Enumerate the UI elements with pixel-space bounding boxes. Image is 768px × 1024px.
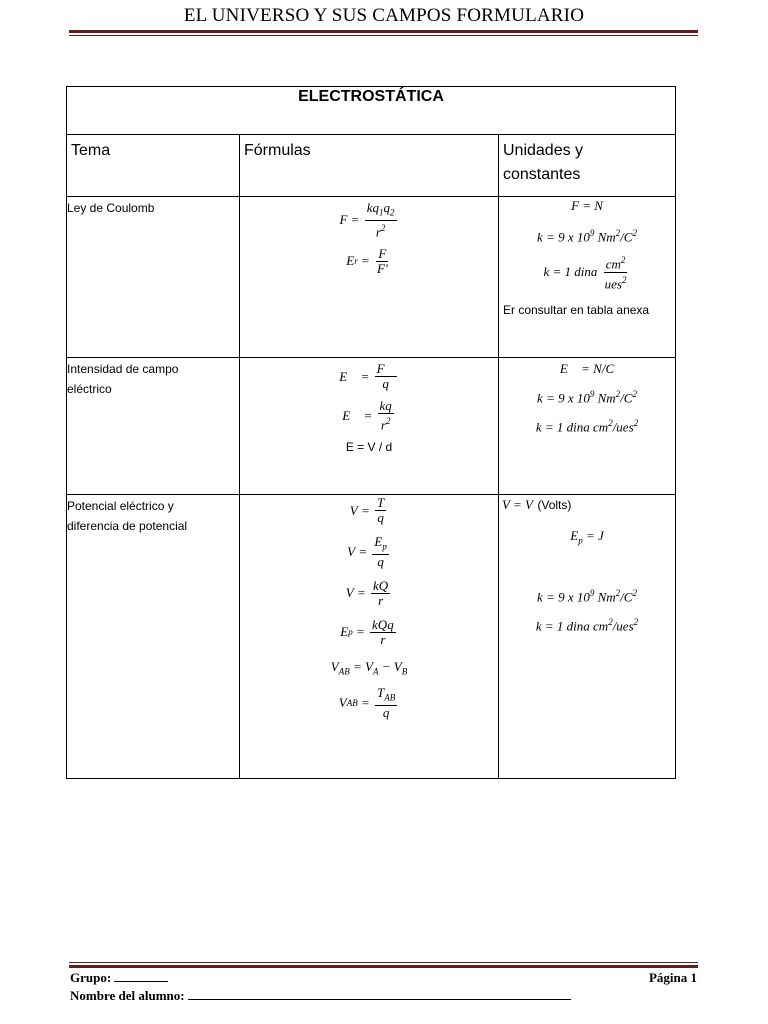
unit-coulomb-k2: k = 1 dina $\frac{cm^2}{ues^2}$ xyxy=(543,255,627,291)
nombre-label: Nombre del alumno: xyxy=(70,988,185,1003)
formula-e-v-d: E = V / d xyxy=(345,440,393,455)
unit-coulomb-f: F = N xyxy=(571,198,603,213)
formula-v-kq-r: V = $\frac{kQ}{r}$ xyxy=(345,577,389,608)
footer-rule-thin xyxy=(69,962,698,963)
formula-vab-t-q: V AB = $\frac{T_{AB}}{q}$ xyxy=(338,685,396,720)
units-potencial xyxy=(499,495,676,779)
grupo-field xyxy=(70,970,168,986)
units-coulomb xyxy=(499,197,676,358)
formula-v-ep-q: V = $\frac{E_p}{q}$ xyxy=(347,534,387,569)
footer-line1 xyxy=(70,970,697,986)
formulas-coulomb xyxy=(240,197,499,358)
unit-potencial-k1: k = 9 x $10^9$ $Nm^2/C^2$ xyxy=(537,587,637,604)
unidades-line2: constantes xyxy=(503,166,581,183)
unit-e-nc: E⃗ = N/C xyxy=(559,361,615,376)
header-rule xyxy=(69,30,698,33)
topic-coulomb: Ley de Coulomb xyxy=(67,197,240,358)
formula-coulomb-er: E r = $\frac{F}{F'}$ xyxy=(346,245,388,276)
formulas-intensidad xyxy=(240,358,499,495)
footer-line2 xyxy=(70,988,697,1004)
topic-potencial xyxy=(67,495,240,779)
grupo-label: Grupo: xyxy=(70,970,112,985)
grupo-blank xyxy=(114,970,168,982)
topic-potencial-line1: Potencial eléctrico y xyxy=(67,499,174,513)
topic-intensidad-line2: eléctrico xyxy=(67,382,112,396)
footer-rule xyxy=(69,965,698,968)
page-number: Página 1 xyxy=(648,970,697,985)
formula-v-t-q: V = $\frac{T}{q}$ xyxy=(349,495,385,525)
table-title: ELECTROSTÁTICA xyxy=(67,87,676,135)
column-header-unidades xyxy=(499,135,676,197)
unit-ep-j: $E_p = J$ xyxy=(570,528,604,546)
formulas-potencial xyxy=(240,495,499,779)
formula-table xyxy=(66,86,676,779)
formula-ep-kqq-r: E p = $\frac{\text{kQq}}{r}$ xyxy=(340,616,394,647)
unit-intensidad-k2: k = 1 dina $cm^2/ues^2$ xyxy=(535,418,639,435)
formula-coulomb-force: F = $\frac{kq_1q_2}{r^2}$ xyxy=(339,200,395,239)
nombre-blank xyxy=(188,988,571,1000)
unit-v-volts: V = V (Volts) xyxy=(502,497,572,512)
formula-e-f-q: E⃗ = $\frac{F⃗}{q}$ xyxy=(339,361,395,391)
header-rule-thin xyxy=(69,35,698,36)
topic-potencial-line2: diferencia de potencial xyxy=(67,519,188,533)
unidades-line1: Unidades y xyxy=(503,142,584,159)
unit-coulomb-k1: k = 9 x $10^9$ $Nm^2/C^2$ xyxy=(537,228,637,245)
topic-intensidad xyxy=(67,358,240,495)
formula-vab-diff: $V_{AB} = V_A - V_B$ xyxy=(330,658,408,677)
unit-potencial-k2: k = 1 dina $cm^2/ues^2$ xyxy=(535,616,639,634)
note-tabla-anexa: Er consultar en tabla anexa xyxy=(503,302,650,317)
column-header-formulas: Fórmulas xyxy=(240,135,499,197)
unit-intensidad-k1: k = 9 x $10^9$ $Nm^2/C^2$ xyxy=(537,389,637,406)
formula-e-kq-r2: E⃗ = $\frac{kq}{r^2}$ xyxy=(342,398,392,433)
topic-intensidad-line1: Intensidad de campo xyxy=(67,362,179,376)
page-header-title: EL UNIVERSO Y SUS CAMPOS FORMULARIO xyxy=(183,5,585,26)
units-intensidad xyxy=(499,358,676,495)
column-header-tema: Tema xyxy=(67,135,240,197)
